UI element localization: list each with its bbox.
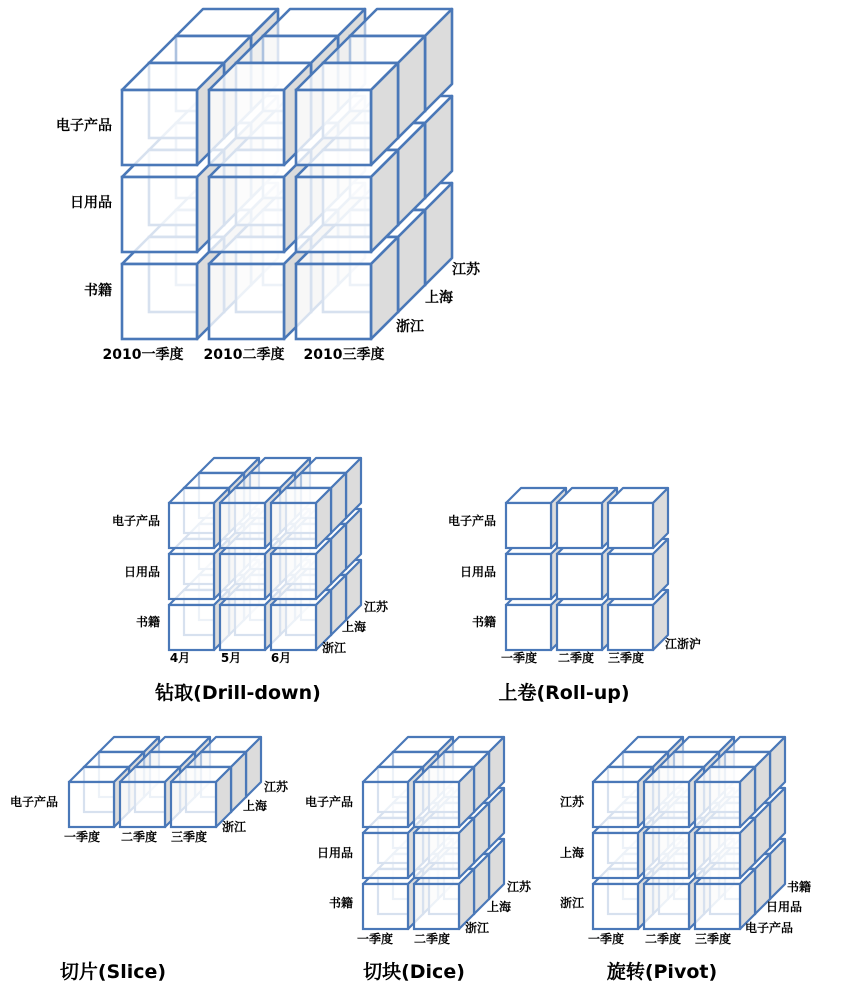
drill-depth-label: 上海 (342, 620, 367, 634)
roll-up-caption: 上卷(Roll-up) (498, 682, 630, 704)
drill-col-label: 4月 (169, 651, 191, 665)
cube-front-face (209, 90, 284, 165)
roll-up-cube (506, 488, 668, 650)
rollup-col-label: 三季度 (607, 651, 645, 665)
drill-down-caption: 钻取(Drill-down) (155, 682, 321, 704)
pivot-col-label: 三季度 (694, 932, 732, 946)
cube-front-face (363, 833, 408, 878)
pivot-cube (593, 737, 785, 929)
cube-front-face (644, 884, 689, 929)
cube-front-face (169, 605, 214, 650)
slice-col-label: 二季度 (120, 830, 158, 844)
cube-front-face (506, 503, 551, 548)
slice-depth-label: 浙江 (222, 820, 247, 834)
data-cube (271, 488, 331, 548)
pivot-col-label: 二季度 (644, 932, 682, 946)
cube-front-face (593, 833, 638, 878)
cube-front-face (271, 503, 316, 548)
drill-col-label: 6月 (270, 651, 292, 665)
dice-cube (363, 737, 504, 929)
cube-front-face (169, 554, 214, 599)
dice-row-label: 日用品 (316, 846, 353, 860)
cube-front-face (644, 782, 689, 827)
cube-front-face (593, 884, 638, 929)
cube-front-face (220, 605, 265, 650)
data-cube (695, 767, 755, 827)
cube-front-face (271, 605, 316, 650)
dice-row-label: 书籍 (328, 896, 353, 910)
dice-depth-label: 江苏 (507, 880, 532, 894)
rollup-row-label: 日用品 (459, 565, 496, 579)
cube-front-face (220, 554, 265, 599)
data-cube (608, 488, 668, 548)
cube-front-face (122, 177, 197, 252)
slice-row-label: 电子产品 (9, 795, 58, 809)
drill-row-label: 电子产品 (111, 514, 160, 528)
drill-row-label: 书籍 (135, 615, 160, 629)
cube-front-face (557, 503, 602, 548)
cube-front-face (593, 782, 638, 827)
cube-front-face (122, 264, 197, 339)
pivot-depth-label: 电子产品 (745, 921, 794, 935)
drill-depth-label: 江苏 (364, 600, 389, 614)
drill-col-label: 5月 (220, 651, 242, 665)
dice-row-label: 电子产品 (304, 795, 353, 809)
main-cube (122, 9, 452, 339)
cube-front-face (414, 833, 459, 878)
cube-front-face (209, 177, 284, 252)
main-depth-label: 浙江 (396, 319, 424, 335)
slice-col-label: 一季度 (63, 830, 101, 844)
rollup-col-label: 一季度 (500, 651, 538, 665)
drill-down-cube (169, 458, 361, 650)
main-row-label: 电子产品 (56, 118, 112, 134)
cube-front-face (414, 884, 459, 929)
pivot-depth-label: 书籍 (787, 880, 812, 894)
cube-front-face (695, 833, 740, 878)
main-col-label: 2010三季度 (303, 347, 385, 363)
dice-col-label: 二季度 (413, 932, 451, 946)
cube-front-face (695, 782, 740, 827)
slice-caption: 切片(Slice) (59, 961, 167, 983)
pivot-depth-label: 日用品 (766, 900, 803, 914)
main-col-label: 2010二季度 (203, 347, 285, 363)
cube-front-face (644, 833, 689, 878)
dice-depth-label: 浙江 (465, 921, 490, 935)
cube-front-face (695, 884, 740, 929)
cube-front-face (414, 782, 459, 827)
cube-front-face (171, 782, 216, 827)
slice-col-label: 三季度 (170, 830, 208, 844)
main-depth-label: 江苏 (452, 262, 480, 278)
cube-front-face (363, 884, 408, 929)
cube-layer (69, 9, 785, 929)
pivot-row-label: 上海 (559, 846, 584, 860)
cube-front-face (296, 264, 371, 339)
cube-front-face (296, 177, 371, 252)
slice-depth-label: 上海 (243, 799, 268, 813)
cube-front-face (220, 503, 265, 548)
cube-front-face (120, 782, 165, 827)
drill-depth-label: 浙江 (322, 641, 347, 655)
cube-front-face (271, 554, 316, 599)
data-cube (171, 767, 231, 827)
cube-front-face (557, 554, 602, 599)
slice-cube (69, 737, 261, 827)
cube-front-face (363, 782, 408, 827)
pivot-caption: 旋转(Pivot) (606, 961, 718, 983)
pivot-row-label: 浙江 (559, 896, 584, 910)
rollup-row-label: 书籍 (471, 615, 496, 629)
cube-front-face (506, 554, 551, 599)
cube-front-face (69, 782, 114, 827)
rollup-col-label: 二季度 (557, 651, 595, 665)
cube-front-face (296, 90, 371, 165)
main-row-label: 书籍 (84, 283, 112, 299)
rollup-depth-label: 江浙沪 (665, 637, 702, 651)
dice-caption: 切块(Dice) (363, 961, 465, 983)
data-cube (414, 767, 474, 827)
slice-depth-label: 江苏 (264, 780, 289, 794)
rollup-row-label: 电子产品 (447, 514, 496, 528)
cube-front-face (169, 503, 214, 548)
pivot-row-label: 江苏 (559, 795, 584, 809)
cube-front-face (209, 264, 284, 339)
pivot-col-label: 一季度 (587, 932, 625, 946)
drill-row-label: 日用品 (123, 565, 160, 579)
data-cube (296, 63, 398, 165)
main-depth-label: 上海 (425, 290, 453, 306)
main-row-label: 日用品 (70, 195, 112, 211)
cube-front-face (122, 90, 197, 165)
cube-front-face (506, 605, 551, 650)
dice-depth-label: 上海 (487, 900, 512, 914)
cube-front-face (608, 605, 653, 650)
dice-col-label: 一季度 (356, 932, 394, 946)
cube-front-face (608, 503, 653, 548)
main-col-label: 2010一季度 (102, 347, 184, 363)
cube-front-face (557, 605, 602, 650)
cube-front-face (608, 554, 653, 599)
